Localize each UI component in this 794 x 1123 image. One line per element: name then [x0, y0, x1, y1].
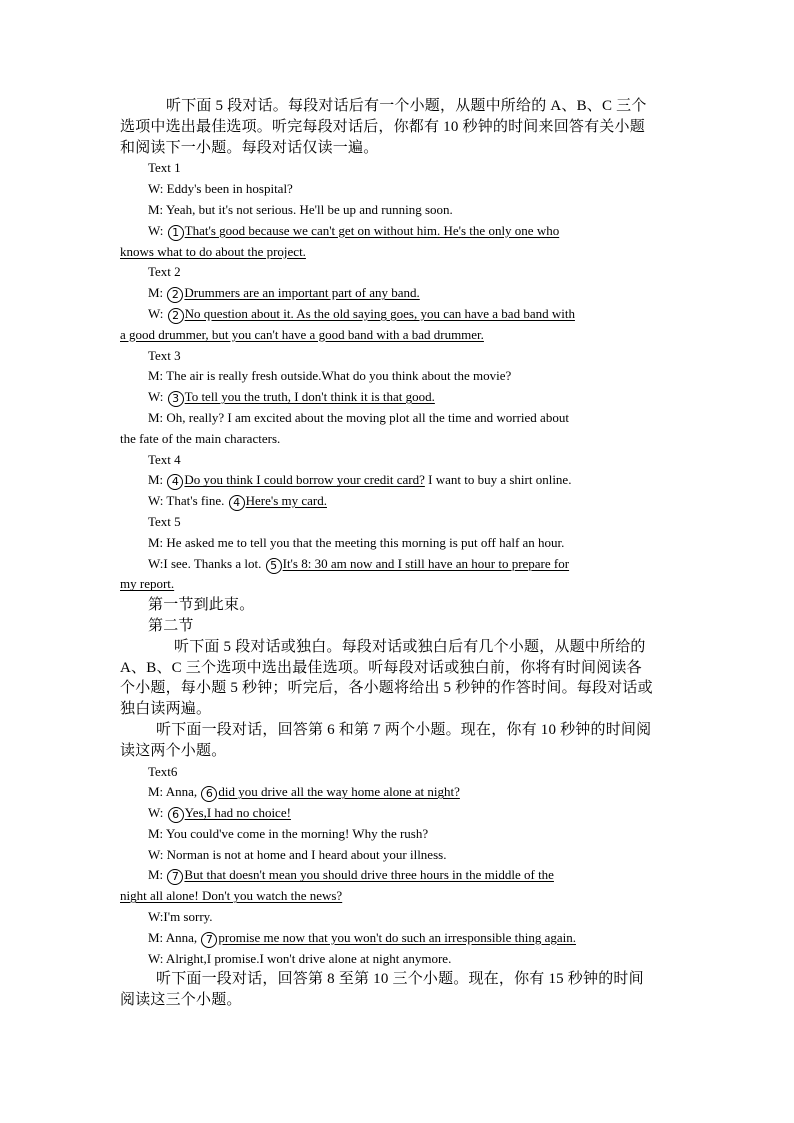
circled-number: 7: [167, 869, 183, 885]
text1-line: W: Eddy's been in hospital?: [148, 181, 293, 197]
circled-number: 2: [167, 287, 183, 303]
text2-line: [120, 325, 675, 346]
text3-line: M: Oh, really? I am excited about the moving plot all the time and worried about: [148, 409, 569, 425]
text1-title: Text 1: [148, 160, 181, 176]
intro-line-3: 和阅读下一小题。每段对话仅读一遍。: [120, 139, 379, 156]
answer-clue: To tell you the truth, I don't think it is that good.: [184, 389, 435, 405]
circled-number: 6: [168, 807, 184, 823]
section2-title: 第二节: [148, 617, 194, 634]
speaker: M: Anna,: [148, 784, 201, 800]
answer-clue: Drummers are an important part of any band.: [184, 285, 420, 301]
text2-line: [120, 283, 675, 304]
text6-title: Text6: [148, 763, 178, 779]
text2-line: [120, 304, 675, 325]
answer-clue: Here's my card.: [245, 493, 327, 509]
q810-intro-line: 听下面一段对话，回答第 8 至第 10 三个小题。现在，你有 15 秒钟的时间: [156, 971, 644, 988]
circled-number: 6: [201, 786, 217, 802]
text6-line: [120, 803, 675, 824]
text5-line: M: He asked me to tell you that the meeting this morning is put off half an hour.: [148, 534, 565, 550]
speaker: W: That's fine.: [148, 493, 228, 509]
q810-intro-line: 阅读这三个小题。: [120, 992, 242, 1009]
speaker: M:: [148, 285, 167, 301]
answer-clue: But that doesn't mean you should drive three hours in the middle of the: [184, 867, 554, 883]
text1-line: [120, 242, 675, 263]
text5-line: [120, 574, 675, 595]
answer-clue: did you drive all the way home alone at night?: [218, 784, 460, 800]
speaker: M:: [148, 867, 167, 883]
text6-line: M: You could've come in the morning! Why the rush?: [148, 825, 429, 841]
text4-title: Text 4: [148, 451, 181, 467]
answer-clue: knows what to do about the project.: [120, 243, 306, 259]
answer-clue: That's good because we can't get on without him. He's the only one who: [184, 222, 560, 238]
answer-clue: a good drummer, but you can't have a good band with a bad drummer.: [120, 326, 484, 342]
speaker: M:: [148, 472, 167, 488]
document-page: [120, 96, 675, 1011]
text6-line: [120, 865, 675, 886]
speaker: W:I see. Thanks a lot.: [148, 555, 265, 571]
answer-clue: It's 8: 30 am now and I still have an hour to prepare for: [282, 555, 570, 571]
circled-number: 2: [168, 308, 184, 324]
text3-line: M: The air is really fresh outside.What do you think about the movie?: [148, 368, 512, 384]
text3-title: Text 3: [148, 347, 181, 363]
text3-line: [120, 387, 675, 408]
answer-clue: promise me now that you won't do such an irresponsible thing again.: [218, 929, 576, 945]
text5-title: Text 5: [148, 513, 181, 529]
speaker: W:: [148, 305, 167, 321]
q67-intro-line: 读这两个小题。: [120, 742, 227, 759]
section1-end: 第一节到此束。: [148, 597, 255, 614]
text6-line: [120, 782, 675, 803]
q67-intro-line: 听下面一段对话，回答第 6 和第 7 两个小题。现在，你有 10 秒钟的时间阅: [156, 721, 652, 738]
text6-line: W: Alright,I promise.I won't drive alone at night anymore.: [148, 950, 452, 966]
speaker: W:: [148, 389, 167, 405]
answer-clue: night all alone! Don't you watch the news?: [120, 888, 343, 904]
answer-clue: Yes,I had no choice!: [184, 805, 291, 821]
circled-number: 4: [229, 495, 245, 511]
text1-line: [120, 221, 675, 242]
dialogue-text: I want to buy a shirt online.: [424, 472, 572, 488]
answer-clue: Do you think I could borrow your credit card?: [184, 472, 425, 488]
intro-line-2: 选项中选出最佳选项。听完每段对话后，你都有 10 秒钟的时间来回答有关小题: [120, 118, 645, 135]
section2-intro-line: 个小题，每小题 5 秒钟；听完后，各小题将给出 5 秒钟的作答时间。每段对话或: [120, 680, 653, 697]
text6-line: [120, 928, 675, 949]
answer-clue: my report.: [120, 576, 175, 592]
answer-clue: No question about it. As the old saying goes, you can have a bad band with: [184, 305, 575, 321]
speaker: W:: [148, 222, 167, 238]
circled-number: 4: [167, 474, 183, 490]
text1-line: M: Yeah, but it's not serious. He'll be up and running soon.: [148, 201, 453, 217]
text3-line: the fate of the main characters.: [120, 430, 281, 446]
speaker: M: Anna,: [148, 929, 201, 945]
text5-line: [120, 554, 675, 575]
text6-line: W:I'm sorry.: [148, 909, 213, 925]
section2-intro-line: A、B、C 三个选项中选出最佳选项。听每段对话或独白前，你将有时间阅读各: [120, 659, 642, 676]
section2-intro-line: 听下面 5 段对话或独白。每段对话或独白后有几个小题，从题中所给的: [174, 638, 646, 655]
text4-line: [120, 491, 675, 512]
text4-line: [120, 470, 675, 491]
text2-title: Text 2: [148, 264, 181, 280]
intro-line-1: 听下面 5 段对话。每段对话后有一个小题，从题中所给的 A、B、C 三个: [166, 98, 647, 114]
circled-number: 7: [201, 932, 217, 948]
circled-number: 3: [168, 391, 184, 407]
section2-intro-line: 独白读两遍。: [120, 701, 212, 718]
circled-number: 1: [168, 225, 184, 241]
text6-line: W: Norman is not at home and I heard about your illness.: [148, 846, 447, 862]
text6-line: [120, 886, 675, 907]
circled-number: 5: [266, 558, 282, 574]
speaker: W:: [148, 805, 167, 821]
